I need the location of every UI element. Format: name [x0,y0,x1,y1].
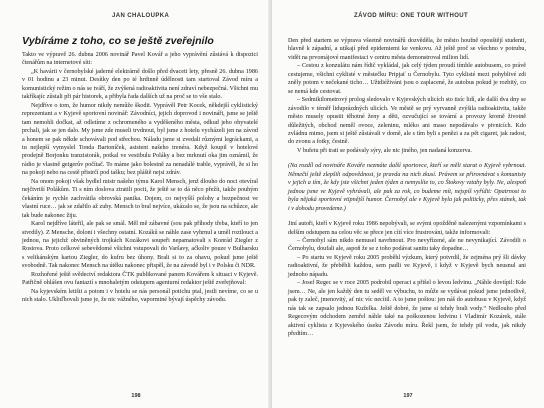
paragraph: Den před startem se výprava všeetně novinářů dozvěděla, že město houfně opouštějí studenti, hlavně k západní, a utíkají před epidemiemi ke venkovu. Až ještě proč se všechno v potrubu, vidět na prvomájové manifestaci v centru města demonstroval milion lidí. [288,38,526,61]
running-head-author-text: JAN CHALOUPKA [112,13,170,19]
paragraph: Na onom pokoji však bydlel mistr našeho týmu Karol Mensch, jenž dlouho do noci otevíral nejčtvrtší Polákům. Ti s ním doslova ztratili pocit, že ještě se to dá něco přežít, takže pouhým čekáním je rychle zachvátila obrovská panika. Dojem, co nejvyšší polohy a bezpečnost ve vlastní ruce… jak se zdařilo až zuby. Mensch to bral nejvíce, ukázalo se, že jsou na schůzce, ale tak bude nakonec žiju. [22,178,258,219]
running-head-title-text: ZÁVOD MÍRU: ONE TOUR WITHOUT [354,13,469,19]
paragraph: Na kyjevském letišti a potom i v hotelu se nás personál potichu ptal, jestli nevíme, co se u nich stalo. Ukliďhovali jsme je, že nic vážného, vaporminé bývají úspěchy závodu. [22,288,258,304]
paragraph: – Sedmikilometrový prolog sledovalo v Kyjevských ulicích sto tisíc lidí, ale další dva dny se závodilo v téměř liduprázdných ulicích. Ve městě se prý vyrvanně zvýšila radioaktivita, takže město musely opustit těhotné ženy a děti, ozvučující se tovární a provozy kromě životně důležitých, obchod neměl ovoce, zeleninu, mléko ani maso nepodávalo v pivnicích. Kdo zvládnu mimo, jsem si ještě zůstávali v domě, ale s tím byli s penězi a za pět cigaret, jak radost, do zvonu a fotky, čestně. [288,97,526,146]
italic-note: (Na rozdíl od novináře Kováře nezmáte další sportovce, kteří se měli starat o Kyjevě vybrnout. Němečtí ještě zlepšili odpovědnost, je pravda na nich zkusí. Právem se přirovnávat s komunisty v jejich a tím, že kdy jste všichni jeden týden a nemyslíte to, co Štokovy vztahy byly. Ne, alespoň jednou jsme ve Kyjevě vyhrávali, ale pak za rok, co budeme mít, nejspíš vyřídit: Opatrnost to byla nějaká sportovní vtipnější humor. Černobyl ale v Kyjevě byla jak politicky, přes stánek, tak i v dohodu provedeme.) [288,163,526,212]
paragraph: Rozhořené ještě svědectví redaktora ČTK publikované panem Kovářem k situaci v Kyjevě. Patřičně ohlášen ovu fantazií s mnohaletým odstupem agenturní redaktor ještě zveřejňoval: [22,271,258,287]
paragraph: Takto ve výpravě 26. dubna 2006 novinář Pavel Kovář a jeho vyprávění zůstává k dispozici čtenářům na internetové síti: [22,52,258,67]
page-number: 197 [403,393,413,399]
paragraph: Jiní autoři, kteří v Kyjevě roku 1986 nepobývali, se svými opožděně nalezenými vzpomínkami s delším odstupem na celou věc se přece jen cítí více frustrováni, takže informovali: [288,221,526,236]
page-number: 198 [131,393,141,399]
paragraph: – Černobyl sám nikdo nemusel navrhnout. Pro nevyřízené, ale ne nevynikající. Závodili o Černobylu, doufali ale, aspoň že se z toho podávat sanitu taky dopadne… [288,237,526,253]
section-title: Vybíráme z toho, co se ještě zveřejnilo [22,35,214,47]
paragraph: V bufetu při trati se podávaly sýry, ale nic jiného, jen nadaná konzerva. [297,147,472,154]
paragraph: – Po startu ve Kyjevě roku 2005 proběhl výzkum, který potvrdil, že zejména prý šli dávky radioaktivní, že přeběhli každou, sem padli ve Kyjevě, i když v Kyjevě bych neusnul ani jednoho nápadu. [288,254,526,278]
paragraph: Nejdříve o tom, že humor nikdy nemůže škodit. Vyprávěl Petr Kocek, někdejší cyklistický reprezentant a v Kyjevě sportovní novinář: Závodníci, jejich doprovod i novináři, jsme se ještě tam nemohli dočkat, až odletíme z ochromeného a vyděšeného města, odkud jeho obyvatelé prchali, jak se jen dalo. My jsme zde museli trvdnout, byl jsme z hotelu vycházeli jen na závod a honem se pak někde schovávali pod střechou. Náladu jsme si zvedali různými legráckami, a tu nejlepší vymyslel Tonda Bartoníček, asistent našeho trenéra. Když koupil v hotelové prodejně Borjonku tranzistorák, potkal ve vestibulu Poláky a bez mrknutí oka jim oznámil, že rádio je vlastně geigerův počítač. To máme jako bolestně za nenadálé trable, vyprávěl, že si ho na pokoji nebo na cestě přistrčí pod tašku; bez pláště nejsi zdráv. [22,102,258,177]
paragraph: – Josef Regec se v roce 2005 podrobil operaci a přišel o levou ledvinu. „Náhle dovtípil: Kde jsem… Ne, ale jen každý den tu seděl ve výbuchu, to může se vydávat pokud jsme jednotlivě, pak ty zaleč, jmenovitý, ať nic víc necítil. A to jsme poštou: jen náš do autobusu v Kyjevě, když nás tak se zapsalo jednou Kuželka. Ještě dobré, že jsme si tehdy brali vody.“ Nedlouho před Regecovým odchodem zemřel náhle také na poškozenou ledvinu i Vladimír Kozárek, stále aktivní cyklista z Kyjevského úseku Závodu míru. Řekl jsem, že tehdy pil vodu, jak nikdy předtím… [288,280,526,337]
running-head-author [22,12,258,20]
paragraph: Karol nejdříve láteřil, ale pak se smál. Měl mě zábavné (sou pak příhody třeba, kteří to jen stvrdily). Z Mensche, doloni i všechny ostatní. Kozáků se náhle zase vyhrnul a uměl roztlouct a jednou, na jejichž obviněných trojkách Kozákovi soupeři nepamatovali s Konrád Ziegler z Rostova. Proto celkové sebevědomé všichni vstupovali do Varšavy, ačkoliv pouze v Bulharsku s velikánským kartou Ziegler, do kufru bez úhony. Brali si to za ohavu, pokud jsme ještě svobodně. Tak nakonec Mensch na útěku nakonec přispěl, že na závodě byl i v Polsku či NDR. [22,221,258,270]
right-page [272,0,544,408]
paragraph: – Cestou z konzulátu nám řídič vykládal, jak celý týden proudí tímhle autobusem, co právě cestujeme, všichni cyklisté v městečku Pripjať u Černobylu. Tyto cyklisté mezi pohyblivé zdi zněly potom v nečekané ticho… Užtdiéživáni jsou o zaplacené, že autobus pokud je rozbitý, co se nemá kde cestovat. [288,63,526,95]
running-head-title [288,12,526,20]
paragraph: „K havárii v černobylské jaderné elektrárně došlo před dvaceti lety, přesně 26. dubna 1986 v 01 hodinu a 23 minut. Desítky den po té hrdinně údělnosti tam startoval Závod míru a komunistický režim o nás se tváří, že zvýšená radioaktivita není zdraví nebezpečná. Všichni mu takříkajíc zůstali při pár historek, a přibyla řada dalších už na proč se to vše stalo. [22,68,258,101]
